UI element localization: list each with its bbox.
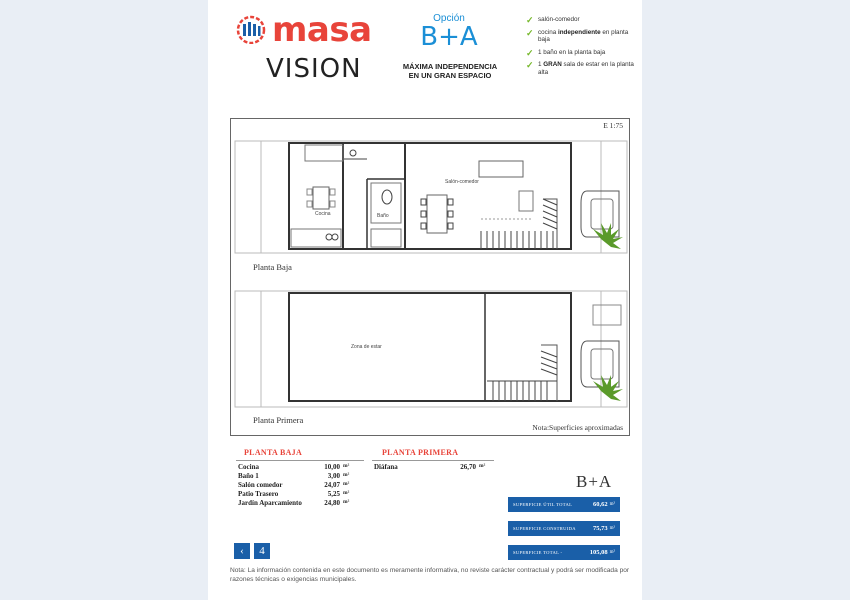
room-label-kitchen: Cocina xyxy=(315,211,331,217)
ground-floor-label: Planta Baja xyxy=(253,262,292,272)
table-row: Jardín Aparcamiento 24,80 m² xyxy=(238,499,350,507)
room-label-bath: Baño xyxy=(377,213,389,219)
total-built-area: SUPERFICIE CONSTRUIDA 75,73 m² xyxy=(508,521,620,536)
masa-logo-icon xyxy=(236,14,266,44)
brand-name: masa xyxy=(272,10,372,50)
check-icon: ✓ xyxy=(526,60,534,70)
option-code: B+A xyxy=(420,22,478,52)
upper-floor-label: Planta Primera xyxy=(253,415,304,425)
check-icon: ✓ xyxy=(526,47,534,58)
divider xyxy=(236,460,364,461)
plan-scale: E 1:75 xyxy=(603,121,623,130)
disclaimer: Nota: La información contenida en este documento es meramente informativa, no reviste carácter contractual y podrá ser modificada por razones técnicas o exigencias municipales. xyxy=(230,567,630,583)
option-header xyxy=(394,13,504,50)
check-icon: ✓ xyxy=(526,27,534,38)
tagline-line-1: MÁXIMA INDEPENDENCIA xyxy=(402,62,498,71)
ground-surfaces-table xyxy=(238,463,350,508)
table-row: Salón comedor 24,07 m² xyxy=(238,481,350,489)
feature-item: ✓ cocina independiente en planta baja xyxy=(526,27,629,43)
surface-note: Nota:Superficies aproximadas xyxy=(532,423,623,432)
tagline xyxy=(394,62,506,80)
page-number[interactable]: 4 xyxy=(254,543,270,559)
feature-list xyxy=(526,16,638,81)
feature-item: ✓ salón-comedor xyxy=(526,15,580,25)
check-icon: ✓ xyxy=(526,15,534,25)
table-row: Diáfana 26,70 m² xyxy=(374,463,486,471)
floor-plan-drawing xyxy=(231,119,631,437)
summary-code: B+A xyxy=(576,472,613,491)
feature-item: ✓ 1 GRAN sala de estar en la planta alta xyxy=(526,60,634,76)
upper-surfaces-title: PLANTA PRIMERA xyxy=(382,448,459,457)
feature-item: ✓ 1 baño en la planta baja xyxy=(526,47,606,58)
upper-surfaces-table xyxy=(374,463,486,472)
floor-plan xyxy=(230,118,630,436)
option-label: Opción xyxy=(433,13,465,24)
tagline-line-2: EN UN GRAN ESPACIO xyxy=(408,71,492,80)
ground-surfaces-title: PLANTA BAJA xyxy=(244,448,303,457)
table-row: Cocina 10,00 m² xyxy=(238,463,350,471)
total-area: SUPERFICIE TOTAL - 105,08 m² xyxy=(508,545,620,560)
brochure-page xyxy=(208,0,642,600)
room-label-living: Salón-comedor xyxy=(445,179,479,185)
table-row: Patio Trasero 5,25 m² xyxy=(238,490,350,498)
previous-page-button[interactable]: ‹ xyxy=(234,543,250,559)
divider xyxy=(372,460,494,461)
table-row: Baño 1 3,00 m² xyxy=(238,472,350,480)
product-name: VISION xyxy=(266,54,362,84)
room-label-lounge: Zona de estar xyxy=(351,344,382,350)
total-useful-area: SUPERFICIE ÚTIL TOTAL 60,62 m² xyxy=(508,497,620,512)
